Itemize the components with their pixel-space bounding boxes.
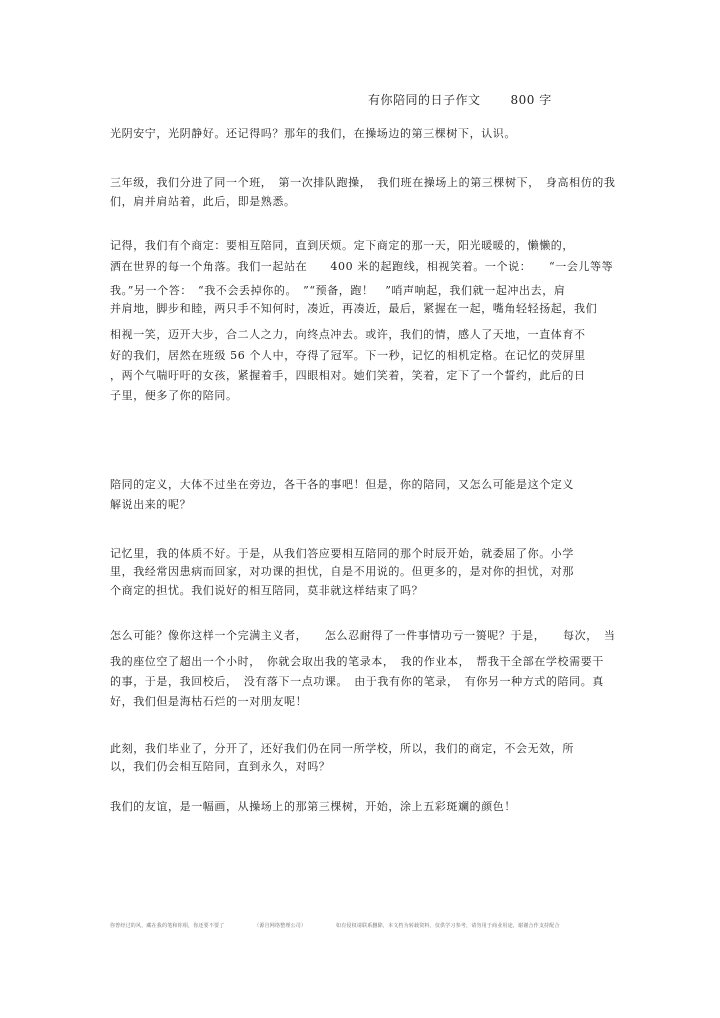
paragraph-line: 个商定的担忧。我们说好的相互陪同，莫非就这样结束了吗？	[110, 584, 424, 597]
paragraph-line: 记忆里，我的体质不好。于是，从我们答应要相互陪同的那个时辰开始，就委屈了你。小学	[110, 547, 574, 560]
paragraph-line: 们，肩并肩站着，此后，即是熟悉。	[110, 195, 296, 208]
title-word-count: 800 字	[510, 93, 552, 107]
paragraph-line: ，两个气喘吁吁的女孩，紧握着手，四眼相对。她们笑着，笑着，定下了一个誓约，此后的日	[110, 369, 586, 382]
page-footer	[110, 922, 588, 929]
paragraph-line: 记得，我们有个商定：要相互陪同，直到厌烦。定下商定的那一天，阳光暖暖的，懒懒的，	[110, 239, 574, 252]
paragraph-line: 解说出来的呢？	[110, 498, 192, 511]
paragraph-line: 相视一笑，迈开大步，合二人之力，向终点冲去。或许，我们的情，感人了天地，一直体育不	[110, 328, 586, 341]
paragraph-line: 此刻，我们毕业了，分开了，还好我们仍在同一所学校，所以，我们的商定，不会无效，所	[110, 742, 574, 755]
paragraph-line: 陪同的定义，大体不过坐在旁边，各干各的事吧！但是，你的陪同，又怎么可能是这个定义	[110, 478, 574, 491]
title-text: 有你陪同的日子作文	[368, 93, 481, 107]
paragraph-line: 以，我们仍会相互陪同，直到永久，对吗？	[110, 760, 331, 773]
paragraph-line: 子里，便多了你的陪同。	[110, 389, 238, 402]
paragraph-line: 好，我们但是海枯石烂的一对朋友呢！	[110, 695, 308, 708]
paragraph-line: 我。”另一个答： “我不会丢掉你的。 ”“预备，跑！ ”哨声响起，我们就一起冲出去，肩	[110, 284, 566, 297]
paragraph-line: 并肩地，脚步和睦，两只手不知何时，凑近，再凑近，最后，紧握在一起，嘴角轻轻扬起，我们	[110, 302, 598, 315]
paragraph-line: 我们的友谊，是一幅画，从操场上的那第三棵树，开始，涂上五彩斑斓的颜色！	[110, 800, 516, 813]
paragraph-line: 我的座位空了超出一个小时， 你就会取出我的笔录本， 我的作业本， 帮我干全部在学校需要干	[110, 655, 604, 668]
footer-text: 你曾经过的风，藏在我的笔和你相，你还要不要了	[110, 923, 225, 929]
paragraph-line: 怎么可能？像你这样一个完满主义者， 怎么忍耐得了一件事情功亏一篑呢？于是， 每次， 当	[110, 629, 616, 642]
paragraph-line: 好的我们，居然在班级 56 个人中，夺得了冠军。下一秒，记忆的相机定格。在记忆的荧屏里	[110, 349, 586, 362]
footer-text: （源自网络整理公司）	[254, 923, 307, 929]
page-title	[368, 91, 552, 108]
paragraph-line: 里，我经常因患病而回家，对功课的担忧，自是不用说的。但更多的，是对你的担忧，对那	[110, 565, 574, 578]
paragraph-line: 洒在世界的每一个角落。我们一起站在 400 米的起跑线，相视笑着。一个说： “一会儿等等	[110, 260, 614, 273]
paragraph-line: 光阴安宁，光阴静好。还记得吗？那年的我们，在操场边的第三棵树下，认识。	[110, 127, 516, 140]
paragraph-line: 的事，于是，我回校后， 没有落下一点功课。 由于我有你的笔录， 有你另一种方式的陪同。真	[110, 675, 604, 688]
paragraph-line: 三年级，我们分进了同一个班， 第一次排队跑操， 我们班在操场上的第三棵树下， 身高相仿的我	[110, 176, 616, 189]
footer-text: 如有侵权请联系删除，本文档为转载资料，仅供学习参考，请勿用于商业用途，谢谢合作支持配合	[336, 923, 560, 929]
